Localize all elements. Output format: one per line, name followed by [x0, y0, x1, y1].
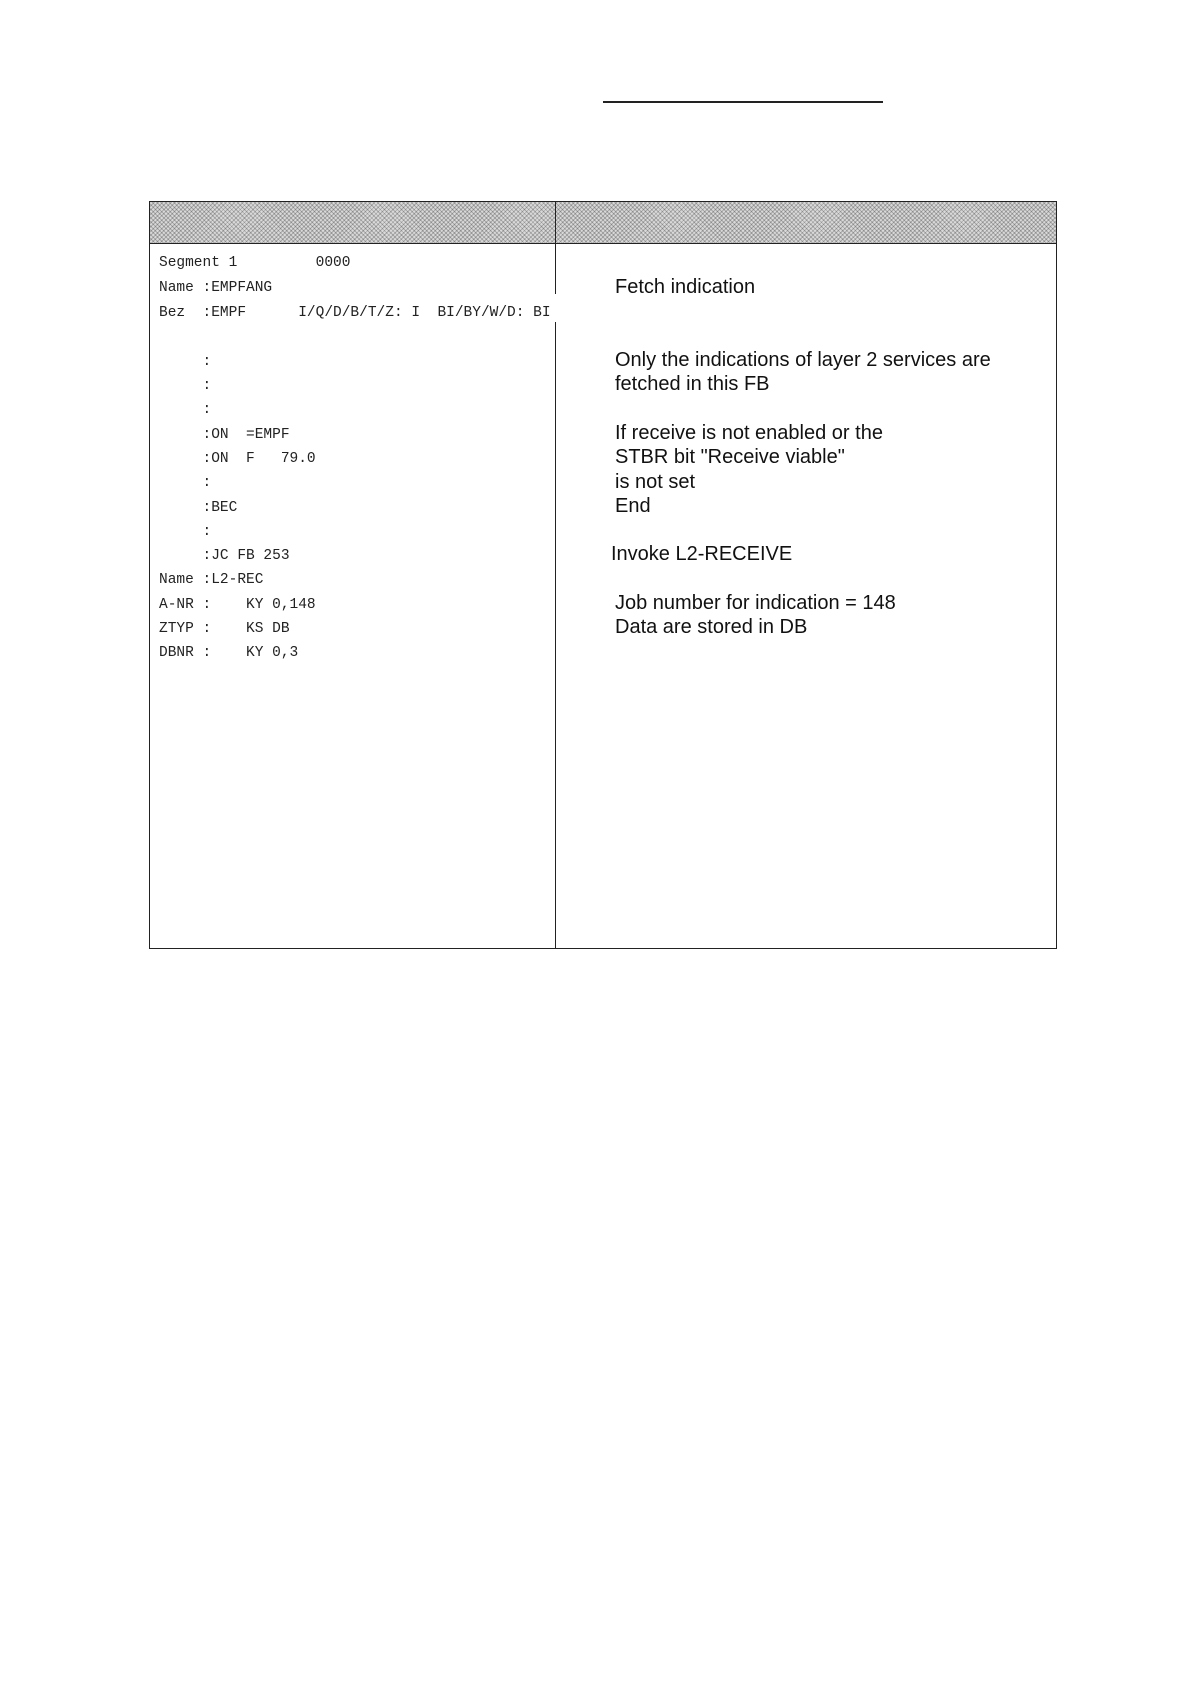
comment-line: STBR bit "Receive viable" [615, 446, 845, 468]
code-line: A-NR : KY 0,148 [159, 597, 316, 613]
column-divider-top [555, 202, 556, 294]
code-line: Name :L2-REC [159, 572, 264, 588]
code-line: DBNR : KY 0,3 [159, 645, 299, 661]
comment-line: Only the indications of layer 2 services are [615, 349, 991, 371]
code-line-segment: Segment 1 0000 [159, 255, 351, 271]
code-table [149, 201, 1057, 949]
comment-line: fetched in this FB [615, 373, 770, 395]
code-line: : [159, 475, 212, 491]
comment-line: End [615, 495, 651, 517]
code-line-bez: Bez :EMPF I/Q/D/B/T/Z: I BI/BY/W/D: BI [159, 305, 551, 321]
code-line: : [159, 378, 212, 394]
table-header-band [150, 202, 1056, 244]
top-rule [603, 101, 883, 103]
comment-line: Data are stored in DB [615, 616, 808, 638]
comment-line: Fetch indication [615, 276, 756, 298]
column-divider-bottom [555, 322, 556, 948]
comment-line: Job number for indication = 148 [615, 592, 896, 614]
code-line: : [159, 402, 212, 418]
code-line: : [159, 354, 212, 370]
comment-line: is not set [615, 471, 696, 493]
code-line: :ON F 79.0 [159, 451, 316, 467]
code-line: :ON =EMPF [159, 427, 290, 443]
code-line: :BEC [159, 500, 238, 516]
code-line: :JC FB 253 [159, 548, 290, 564]
code-line: : [159, 524, 212, 540]
comment-line: Invoke L2-RECEIVE [611, 543, 793, 565]
code-line-name: Name :EMPFANG [159, 280, 273, 296]
code-line: ZTYP : KS DB [159, 621, 290, 637]
comment-line: If receive is not enabled or the [615, 422, 883, 444]
